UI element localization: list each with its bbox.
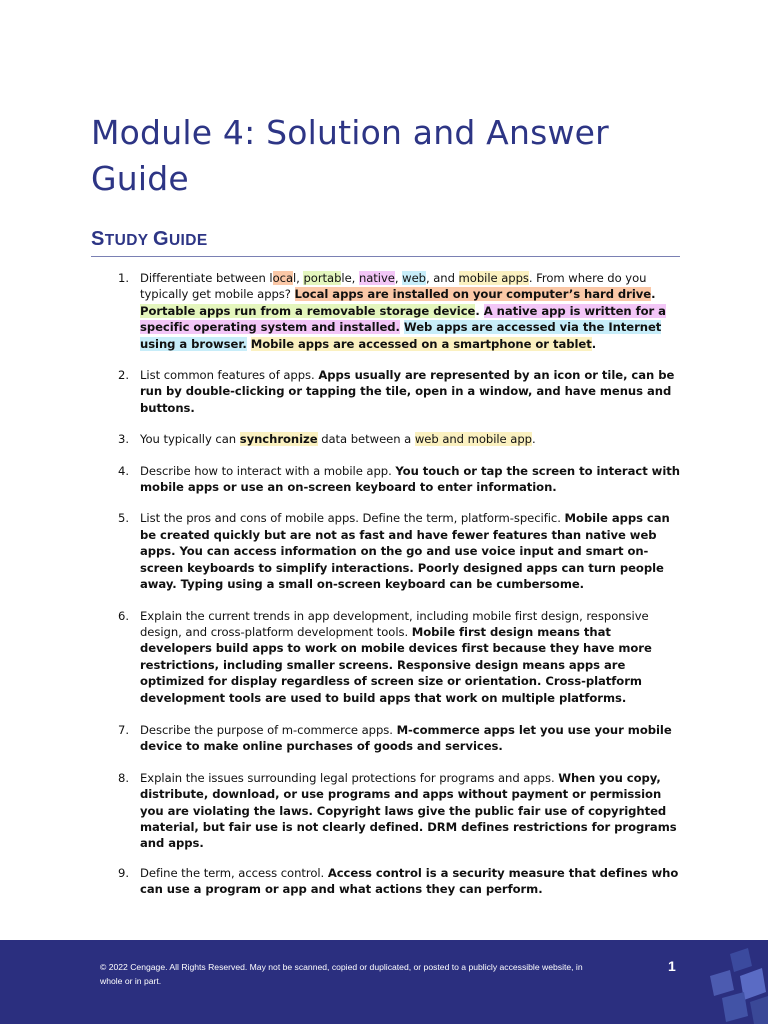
prompt-text: , xyxy=(394,271,403,285)
question-number: 2. xyxy=(118,368,129,383)
prompt-text: portab xyxy=(303,271,342,285)
prompt-text: Describe the purpose of m-commerce apps. xyxy=(140,722,397,737)
prompt-text: le, xyxy=(341,271,359,285)
prompt-text: You typically can xyxy=(140,432,240,447)
question-number: 1. xyxy=(118,271,129,285)
answer-text: . xyxy=(651,287,656,302)
question-text xyxy=(140,771,677,851)
prompt-text: mobile apps xyxy=(458,271,529,285)
prompt-text: oca xyxy=(272,271,294,285)
prompt-text: List common features of apps. xyxy=(140,368,319,383)
section-heading-text: UIDE xyxy=(168,232,208,249)
question-item xyxy=(91,270,683,352)
question-item xyxy=(91,865,683,898)
question-text xyxy=(140,866,678,896)
prompt-text: Define the term, access control. xyxy=(140,865,328,880)
section-heading xyxy=(91,228,208,251)
question-item xyxy=(91,510,683,592)
section-divider xyxy=(91,256,680,257)
copyright-notice: © 2022 Cengage. All Rights Reserved. May not be scanned, copied or duplicated, or posted to a publicly accessible website, in whole or in part. xyxy=(100,962,583,986)
question-number: 5. xyxy=(118,511,129,526)
prompt-text: web and mobile app xyxy=(414,432,532,447)
question-number: 3. xyxy=(118,432,129,447)
prompt-text: l, xyxy=(293,271,304,285)
answer-text: Mobile apps can be created quickly but are not as fast and have fewer features than native web apps. You can access information on the go and use voice input and smart on-screen keyboards to simplify interactions. Poorly designed apps can turn people away. Typing using a small on-screen keyboard can be cumbersome. xyxy=(140,511,670,592)
prompt-text: . From where do you typically get mobile apps? xyxy=(140,271,647,302)
question-number: 9. xyxy=(118,865,129,880)
question-number: 8. xyxy=(118,770,129,785)
question-number: 6. xyxy=(118,608,129,623)
page-title: Module 4: Solution and Answer Guide xyxy=(91,113,609,198)
answer-text: Apps usually are represented by an icon or tile, can be run by double-clicking or tapping the tile, open in a window, and have menus and buttons. xyxy=(140,368,675,415)
question-item xyxy=(91,463,683,496)
question-text xyxy=(140,368,674,415)
answer-text: When you copy, distribute, download, or use programs and apps without payment or permission you are violating the laws. Copyright laws give the public fair use of copyrighted material, but fair use is not clearly defined. DRM defines restrictions for programs and apps. xyxy=(140,770,677,851)
question-item xyxy=(91,722,683,755)
prompt-text: , and xyxy=(425,271,459,285)
question-item xyxy=(91,770,683,852)
prompt-text: Differentiate between l xyxy=(140,271,273,285)
question-text xyxy=(140,609,652,705)
question-text xyxy=(140,723,672,753)
answer-text: . xyxy=(591,336,597,351)
section-heading-text: TUDY xyxy=(104,232,153,249)
question-item xyxy=(91,608,683,706)
prompt-text: Explain the issues surrounding legal protections for programs and apps. xyxy=(140,770,559,785)
section-heading-initial: G xyxy=(152,228,169,250)
brand-pattern-icon xyxy=(688,940,768,1024)
question-number: 4. xyxy=(118,463,129,478)
question-item xyxy=(91,367,683,416)
question-text xyxy=(140,511,670,591)
prompt-text: data between a xyxy=(317,432,415,447)
answer-text: Portable apps run from a removable storage device xyxy=(140,303,476,318)
question-list xyxy=(91,270,683,898)
answer-text: You touch or tap the screen to interact with mobile apps or use an on-screen keyboard to enter information. xyxy=(140,463,680,495)
answer-text: Mobile first design means that developers build apps to work on mobile devices first because they have more restrictions, including smaller screens. Responsive design means apps are optimized for display regardless of screen size or orientation. Cross-platform development tools are used to build apps that work on multiple platforms. xyxy=(140,624,652,705)
page-footer xyxy=(0,940,768,1024)
section-heading-initial: S xyxy=(91,228,105,250)
question-text xyxy=(140,271,666,351)
prompt-text: web xyxy=(402,271,426,285)
question-number: 7. xyxy=(118,722,129,737)
answer-text: A native app is written for a specific operating system and installed. xyxy=(140,303,666,335)
answer-text: Mobile apps are accessed on a smartphone or tablet xyxy=(250,336,592,351)
question-text xyxy=(140,432,536,446)
prompt-text: Describe how to interact with a mobile app. xyxy=(140,463,396,478)
answer-text: synchronize xyxy=(239,432,318,447)
prompt-text: native xyxy=(358,271,395,285)
prompt-text: List the pros and cons of mobile apps. Define the term, platform-specific. xyxy=(140,511,565,526)
answer-text: Access control is a security measure that defines who can use a program or app and what actions they can perform. xyxy=(140,865,679,897)
answer-text: M-commerce apps let you use your mobile device to make online purchases of goods and services. xyxy=(140,722,672,754)
prompt-text: Explain the current trends in app development, including mobile first design, responsive design, and cross-platform development tools. xyxy=(140,608,649,639)
prompt-text: . xyxy=(531,432,536,447)
question-text xyxy=(140,464,680,494)
page-number: 1 xyxy=(668,958,676,974)
question-item xyxy=(91,431,683,447)
answer-text: . xyxy=(475,303,484,318)
answer-text: Local apps are installed on your computer’s hard drive xyxy=(294,287,652,302)
answer-text: Web apps are accessed via the Internet using a browser. xyxy=(140,320,662,351)
